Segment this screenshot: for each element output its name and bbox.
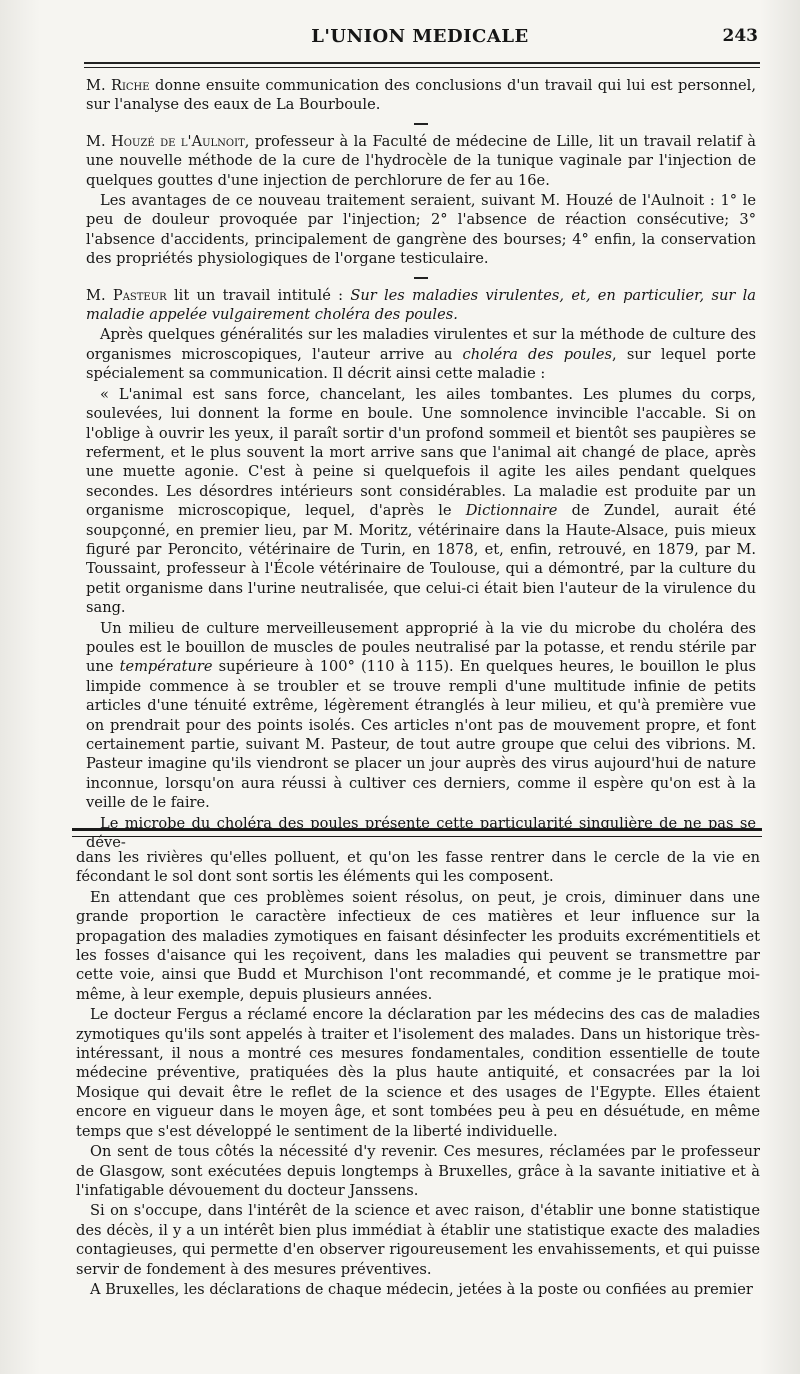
speaker-name: M. Riche <box>86 77 150 94</box>
paragraph-quote <box>86 385 756 618</box>
paragraph-generalites <box>86 325 756 383</box>
paragraph-text: , sur lequel porte spécialement sa communication. Il décrit ainsi cette maladie : <box>86 345 757 383</box>
paragraph-en-attendant: En attendant que ces problèmes soient résolus, on peut, je crois, diminuer dans une grande proportion le caractère infectieux de ces matières et leur influence sur la propagation des maladies zymotiques en faisant désinfecter les produits excrémentitiels et les fosses d'aisance qui les reçoivent, dans les maladies qui peuvent se transmettre par cette voie, ainsi que Budd et Murchison l'ont recommandé, et comme je le pratique moi-même, à leur exemple, depuis plusieurs années. <box>76 888 760 1003</box>
speaker-name: M. Pasteur <box>86 286 167 304</box>
paragraph-text: donne ensuite communication des conclusions d'un travail qui lui est personnel, sur l'analyse des eaux de La Bourboule. <box>86 77 756 114</box>
paragraph-text: Un milieu de culture merveilleusement approprié à la vie du microbe du choléra des poules est le bouillon de muscles de poules neutralisé par la potasse, et rendu stérile par une <box>86 619 756 676</box>
separator-dash <box>86 270 756 286</box>
paragraph-text: , professeur à la Faculté de médecine de Lille, lit un travail relatif à une nouvelle méthode de la cure de l'hydrocèle de la tunique vaginale par l'injection de quelques gouttes d'une injection de perchlorure de fer au 16e. <box>86 132 756 189</box>
paragraph-avantages: Les avantages de ce nouveau traitement seraient, suivant M. Houzé de l'Aulnoit : 1° le peu de douleur provoquée par l'injection; 2° l'absence de réaction consécutive; 3° l'absence d'accidents, principalement de gangrène des bourses; 4° enfin, la conservation des propriétés physiologiques de l'organe testiculaire. <box>86 192 756 268</box>
upper-column <box>86 76 756 853</box>
paragraph-microbe: Le microbe du choléra des poules présente cette particularité singulière de ne pas se déve- <box>86 814 756 852</box>
header-rule <box>84 62 760 68</box>
separator-dash <box>86 116 756 132</box>
paragraph-houze <box>86 132 756 190</box>
paragraph-rivieres: dans les rivières qu'elles polluent, et qu'on les fasse rentrer dans le cercle de la vie en fécondant le sol dont sont sortis les éléments qui les composent. <box>76 849 760 886</box>
work-title: Sur les maladies virulentes, et, en particulier, sur la maladie appelée vulgairement choléra des poules. <box>86 286 756 324</box>
emphasis: température <box>119 658 213 676</box>
page-number: 243 <box>722 26 758 46</box>
paragraph-text: « L'animal est sans force, chancelant, les ailes tombantes. Les plumes du corps, soulevées, lui donnent la forme en boule. Une somnolence invincible l'accable. Si on l'oblige à ouvrir les yeux, il paraît sortir d'un profond sommeil et bientôt ses paupières se referment, et le plus souvent la mort arrive sans que l'animal ait changé de place, après une muette agonie. C'est à peine si quelquefois il agite les ailes pendant quelques secondes. Les désordres intérieurs sont considérables. La maladie est produite par un organisme microscopique, lequel, d'après le <box>86 385 756 520</box>
emphasis: choléra des poules <box>462 345 613 363</box>
paragraph-text: lit un travail intitulé : <box>166 286 351 304</box>
paragraph-statistique: Si on s'occupe, dans l'intérêt de la science et avec raison, d'établir une bonne statistique des décès, il y a un intérêt bien plus immédiat à établir une statistique exacte des maladies contagieuses, qui permette d'en observer rigoureusement les envahissements, et qui puisse servir de fondement à des mesures préventives. <box>76 1202 760 1278</box>
paragraph-on-sent: On sent de tous côtés la nécessité d'y revenir. Ces mesures, réclamées par le professeur de Glasgow, sont exécutées depuis longtemps à Bruxelles, grâce à la savante initiative et à l'infatigable dévouement du docteur Janssens. <box>76 1143 760 1199</box>
paragraph-fergus: Le docteur Fergus a réclamé encore la déclaration par les médecins des cas de maladies zymotiques qu'ils sont appelés à traiter et l'isolement des malades. Dans un historique très-intéressant, il nous a montré ces mesures fondamentales, condition essentielle de toute médecine préventive, pratiquées dès la plus haute antiquité, et consacrées par la loi Mosique qui devait être le reflet de la science et des usages de l'Egypte. Elles étaient encore en vigueur dans le moyen âge, et sont tombées peu à peu en désuétude, en même temps que s'est développé le sentiment de la liberté individuelle. <box>76 1006 760 1140</box>
emphasis: Dictionnaire <box>465 502 558 520</box>
paragraph-text: Après quelques généralités sur les maladies virulentes et sur la méthode de culture des organismes microscopiques, l'auteur arrive au <box>86 326 756 363</box>
paragraph-text: supérieure à 100° (110 à 115). En quelques heures, le bouillon le plus limpide commence à se troubler et se trouve rempli d'une multitude infinie de petits articles d'une ténuité extrême, légèrement étranglés à leur milieu, et qu'à première vue on prendrait pour des points isolés. Ces articles n'ont pas de mouvement propre, et font certainement partie, suivant M. Pasteur, de tout autre groupe que celui des vibrions. M. Pasteur imagine qu'ils viendront se placer un jour auprès des virus aujourd'hui de nature inconnue, lorsqu'on aura réussi à cultiver ces derniers, comme il espère qu'on est à la veille de le faire. <box>86 658 756 812</box>
section-rule <box>72 828 762 837</box>
running-header <box>82 26 758 56</box>
speaker-name: M. Houzé de l'Aulnoit <box>86 132 245 150</box>
paragraph-bruxelles: A Bruxelles, les déclarations de chaque médecin, jetées à la poste ou confiées au premier <box>90 1280 753 1298</box>
paragraph-pasteur <box>86 286 756 325</box>
journal-title: L'UNION MEDICALE <box>311 26 529 47</box>
paragraph-riche <box>86 76 756 115</box>
paragraph-text: de Zundel, aurait été soupçonné, en premier lieu, par M. Moritz, vétérinaire dans la Haute-Alsace, puis mieux figuré par Peroncito, vétérinaire de Turin, en 1878, et, enfin, retrouvé, en 1879, par M. Toussaint, professeur à l'École vétérinaire de Toulouse, qui a démontré, par la culture du petit organisme dans l'urine neutralisée, que celui-ci était bien l'auteur de la virulence du sang. <box>86 502 756 617</box>
lower-column <box>76 848 760 1300</box>
paragraph-milieu <box>86 619 756 813</box>
